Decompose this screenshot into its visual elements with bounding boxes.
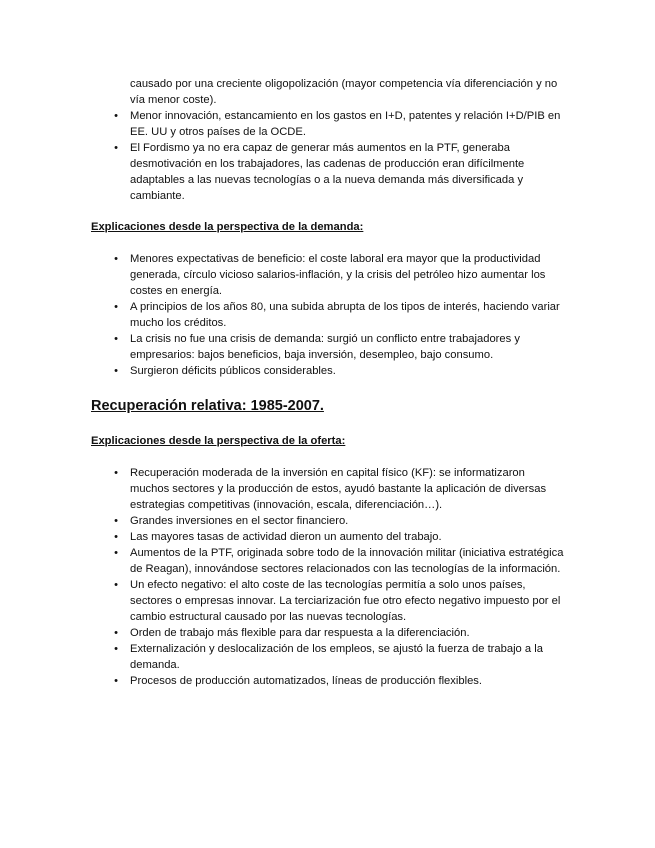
list-item [0, 513, 565, 529]
demand-section-heading: Explicaciones desde la perspectiva de la demanda: [91, 221, 364, 233]
list-item-text: La crisis no fue una crisis de demanda: surgió un conflicto entre trabajadores y empresarios: bajos beneficios, baja inversión, desempleo, bajo consumo. [130, 333, 520, 361]
list-item-text: A principios de los años 80, una subida abrupta de los tipos de interés, haciendo variar mucho los créditos. [130, 301, 560, 329]
list-item [0, 363, 565, 379]
bullet-marker: • [114, 365, 118, 377]
bullet-marker: • [114, 142, 118, 154]
list-item-text: Grandes inversiones en el sector financiero. [130, 515, 349, 527]
bullet-marker: • [114, 515, 118, 527]
bullet-marker: • [114, 531, 118, 543]
bullet-marker: • [114, 110, 118, 122]
list-item-text: Menores expectativas de beneficio: el coste laboral era mayor que la productividad generada, círculo vicioso salarios-inflación, y la crisis del petróleo hizo aumentar los costes en energía. [130, 253, 546, 297]
recovery-title: Recuperación relativa: 1985-2007. [91, 398, 324, 414]
list-item [0, 625, 565, 641]
list-item-text: Orden de trabajo más flexible para dar respuesta a la diferenciación. [130, 627, 470, 639]
list-item [0, 251, 565, 299]
list-item [0, 673, 565, 689]
list-item-text: Surgieron déficits públicos considerables. [130, 365, 336, 377]
list-item [0, 108, 565, 140]
bullet-marker: • [114, 627, 118, 639]
demand-list [0, 251, 655, 379]
list-item-text: Un efecto negativo: el alto coste de las tecnologías permitía a solo unos países, sectores o empresas innovar. La terciarización fue otro efecto negativo impuesto por el cambio estructural causado por las nuevas tecnologías. [130, 579, 561, 623]
list-item [0, 641, 565, 673]
list-item [0, 331, 565, 363]
list-item-text: Recuperación moderada de la inversión en capital físico (KF): se informatizaron muchos sectores y la producción de estos, ayudó bastante la aplicación de diversas estrategias competitivas (innovación, escala, diferenciación…). [130, 467, 547, 511]
bullet-marker: • [114, 643, 118, 655]
list-item [0, 465, 565, 513]
list-item-text: Procesos de producción automatizados, líneas de producción flexibles. [130, 675, 482, 687]
list-item [0, 140, 565, 204]
list-item-text: Aumentos de la PTF, originada sobre todo de la innovación militar (iniciativa estratégica de Reagan), innovándose sectores relacionados con las tecnologías de la información. [130, 547, 564, 575]
list-item-text: Las mayores tasas de actividad dieron un aumento del trabajo. [130, 531, 442, 543]
continuation-list [0, 76, 655, 204]
list-item [0, 577, 565, 625]
list-item-text: Externalización y deslocalización de los empleos, se ajustó la fuerza de trabajo a la demanda. [130, 643, 543, 671]
bullet-marker: • [114, 301, 118, 313]
bullet-marker: • [114, 253, 118, 265]
list-item [0, 545, 565, 577]
bullet-marker: • [114, 467, 118, 479]
supply-section-heading: Explicaciones desde la perspectiva de la oferta: [91, 435, 346, 447]
bullet-marker: • [114, 675, 118, 687]
list-item-text: El Fordismo ya no era capaz de generar más aumentos en la PTF, generaba desmotivación en los trabajadores, las cadenas de producción eran difícilmente adaptables a las nuevas tecnologías o a la nueva demanda más diversificada y cambiante. [130, 142, 525, 202]
bullet-marker: • [114, 333, 118, 345]
bullet-marker: • [114, 579, 118, 591]
list-item [0, 76, 565, 108]
supply-list [0, 465, 655, 689]
list-item-text: Menor innovación, estancamiento en los gastos en I+D, patentes y relación I+D/PIB en EE. UU y otros países de la OCDE. [130, 110, 561, 138]
list-item [0, 299, 565, 331]
list-item-text: causado por una creciente oligopolización (mayor competencia vía diferenciación y no vía menor coste). [130, 78, 558, 106]
bullet-marker: • [114, 547, 118, 559]
list-item [0, 529, 565, 545]
